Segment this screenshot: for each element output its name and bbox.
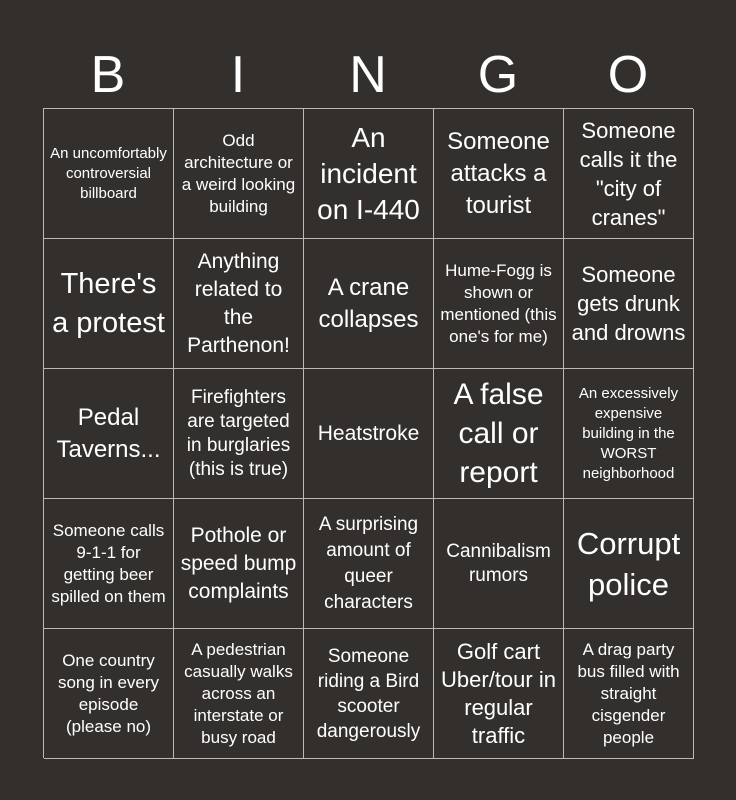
bingo-cell-text: Corrupt police <box>576 525 681 602</box>
bingo-cell-r5-c4[interactable] <box>434 629 564 759</box>
bingo-cell-r4-c5[interactable] <box>564 499 694 629</box>
bingo-cell-text: A pedestrian casually walks across an interstate or busy road <box>184 639 293 747</box>
bingo-cell-text: Heatstroke <box>317 422 420 445</box>
bingo-cell-r3-c4[interactable] <box>434 369 564 499</box>
bingo-cell-r2-c5[interactable] <box>564 239 694 369</box>
bingo-cell-r1-c5[interactable] <box>564 109 694 239</box>
bingo-cell-text: A false call or report <box>453 378 544 489</box>
header-letter-g: G <box>477 46 519 104</box>
bingo-cell-text: Someone gets drunk and drowns <box>571 262 686 345</box>
bingo-cell-text: Someone calls it the "city of cranes" <box>579 117 678 230</box>
bingo-cell-r3-c1[interactable] <box>44 369 174 499</box>
bingo-cell-text: Cannibalism rumors <box>446 540 551 586</box>
bingo-cell-text: One country song in every episode (please no) <box>57 650 160 736</box>
bingo-cell-text: A crane collapses <box>318 273 419 333</box>
bingo-cell-text: Odd architecture or a weird looking building <box>181 130 296 216</box>
bingo-cell-text: An uncomfortably controversial billboard <box>50 144 167 202</box>
bingo-cell-r5-c1[interactable] <box>44 629 174 759</box>
bingo-cell-r2-c3[interactable] <box>304 239 434 369</box>
bingo-cell-r1-c1[interactable] <box>44 109 174 239</box>
bingo-cell-text: Golf cart Uber/tour in regular traffic <box>441 638 556 748</box>
bingo-cell-r5-c3[interactable] <box>304 629 434 759</box>
bingo-cell-text: An incident on I-440 <box>317 121 420 225</box>
bingo-cell-text: Anything related to the Parthenon! <box>187 249 290 357</box>
bingo-cell-r4-c4[interactable] <box>434 499 564 629</box>
bingo-cell-r1-c2[interactable] <box>174 109 304 239</box>
bingo-header <box>43 42 693 108</box>
bingo-cell-r4-c3[interactable] <box>304 499 434 629</box>
bingo-cell-r3-c3[interactable] <box>304 369 434 499</box>
bingo-cell-text: Pothole or speed bump complaints <box>180 523 297 603</box>
bingo-cell-text: Firefighters are targeted in burglaries (this is true) <box>186 386 291 480</box>
bingo-cell-r3-c2[interactable] <box>174 369 304 499</box>
bingo-cell-r1-c3[interactable] <box>304 109 434 239</box>
header-letter-b: B <box>90 46 126 104</box>
header-letter-o: O <box>607 46 649 104</box>
bingo-cell-text: A drag party bus filled with straight cisgender people <box>577 639 680 747</box>
bingo-cell-r2-c4[interactable] <box>434 239 564 369</box>
bingo-cell-text: Pedal Taverns... <box>56 403 161 463</box>
bingo-cell-text: There's a protest <box>52 267 165 339</box>
bingo-cell-r2-c1[interactable] <box>44 239 174 369</box>
bingo-cell-text: A surprising amount of queer characters <box>318 513 419 613</box>
bingo-cell-text: Someone riding a Bird scooter dangerously <box>316 645 421 742</box>
bingo-cell-text: Someone attacks a tourist <box>447 127 550 219</box>
bingo-cell-text: Someone calls 9-1-1 for getting beer spilled on them <box>51 520 166 606</box>
bingo-card-grid <box>43 108 693 758</box>
bingo-cell-r3-c5[interactable] <box>564 369 694 499</box>
bingo-cell-text: An excessively expensive building in the WORST neighborhood <box>578 384 679 482</box>
header-letter-i: I <box>230 46 246 104</box>
header-letter-n: N <box>349 46 387 104</box>
bingo-cell-text: Hume-Fogg is shown or mentioned (this one's for me) <box>440 260 557 346</box>
bingo-cell-r5-c2[interactable] <box>174 629 304 759</box>
bingo-cell-r4-c2[interactable] <box>174 499 304 629</box>
bingo-cell-r5-c5[interactable] <box>564 629 694 759</box>
bingo-cell-r2-c2[interactable] <box>174 239 304 369</box>
bingo-cell-r1-c4[interactable] <box>434 109 564 239</box>
bingo-cell-r4-c1[interactable] <box>44 499 174 629</box>
